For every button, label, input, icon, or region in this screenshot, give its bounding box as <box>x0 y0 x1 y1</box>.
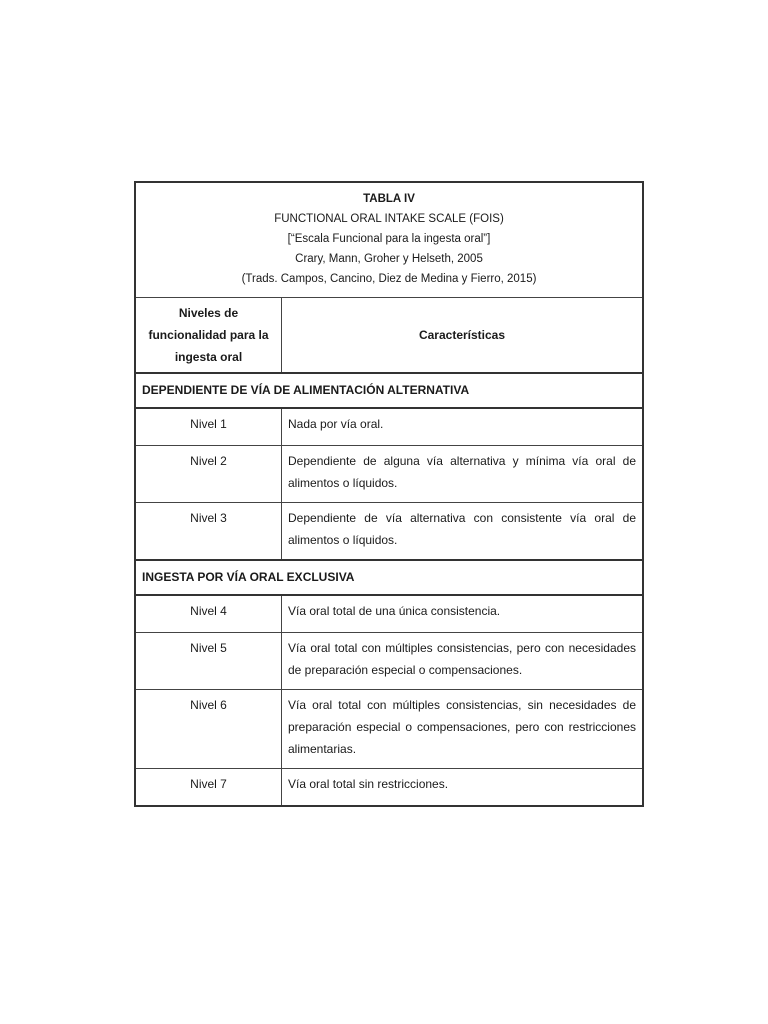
column-header-characteristics: Características <box>282 298 644 374</box>
level-description: Dependiente de alguna vía alternativa y mínima vía oral de alimentos o líquidos. <box>282 446 644 503</box>
table-row <box>135 446 643 503</box>
section-row <box>135 373 643 408</box>
level-label: Nivel 1 <box>135 408 282 446</box>
table-row <box>135 633 643 690</box>
table-row <box>135 769 643 807</box>
level-label: Nivel 2 <box>135 446 282 503</box>
section-title: DEPENDIENTE DE VÍA DE ALIMENTACIÓN ALTERNATIVA <box>135 373 643 408</box>
level-label: Nivel 5 <box>135 633 282 690</box>
scale-translators: (Trads. Campos, Cancino, Diez de Medina y Fierro, 2015) <box>241 273 537 285</box>
level-description: Dependiente de vía alternativa con consistente vía oral de alimentos o líquidos. <box>282 503 644 561</box>
section-row <box>135 560 643 595</box>
table-row <box>135 408 643 446</box>
level-description: Nada por vía oral. <box>282 408 644 446</box>
title-row <box>135 182 643 298</box>
table-title-block <box>135 182 643 298</box>
table-row <box>135 690 643 769</box>
table-row <box>135 595 643 633</box>
level-label: Nivel 6 <box>135 690 282 769</box>
level-description: Vía oral total de una única consistencia. <box>282 595 644 633</box>
level-label: Nivel 3 <box>135 503 282 561</box>
level-description: Vía oral total con múltiples consistencias, sin necesidades de preparación especial o compensaciones, pero con restricciones alimentarias. <box>282 690 644 769</box>
level-description: Vía oral total sin restricciones. <box>282 769 644 807</box>
scale-translation: [“Escala Funcional para la ingesta oral”] <box>287 233 491 245</box>
table-row <box>135 503 643 561</box>
header-row <box>135 298 643 374</box>
scale-name: FUNCTIONAL ORAL INTAKE SCALE (FOIS) <box>274 213 504 225</box>
section-title: INGESTA POR VÍA ORAL EXCLUSIVA <box>135 560 643 595</box>
level-label: Nivel 4 <box>135 595 282 633</box>
fois-table <box>134 181 644 807</box>
column-header-levels: Niveles de funcionalidad para la ingesta oral <box>135 298 282 374</box>
level-description: Vía oral total con múltiples consistencias, pero con necesidades de preparación especial o compensaciones. <box>282 633 644 690</box>
table-number: TABLA IV <box>363 193 415 205</box>
level-label: Nivel 7 <box>135 769 282 807</box>
scale-authors: Crary, Mann, Groher y Helseth, 2005 <box>295 253 483 265</box>
